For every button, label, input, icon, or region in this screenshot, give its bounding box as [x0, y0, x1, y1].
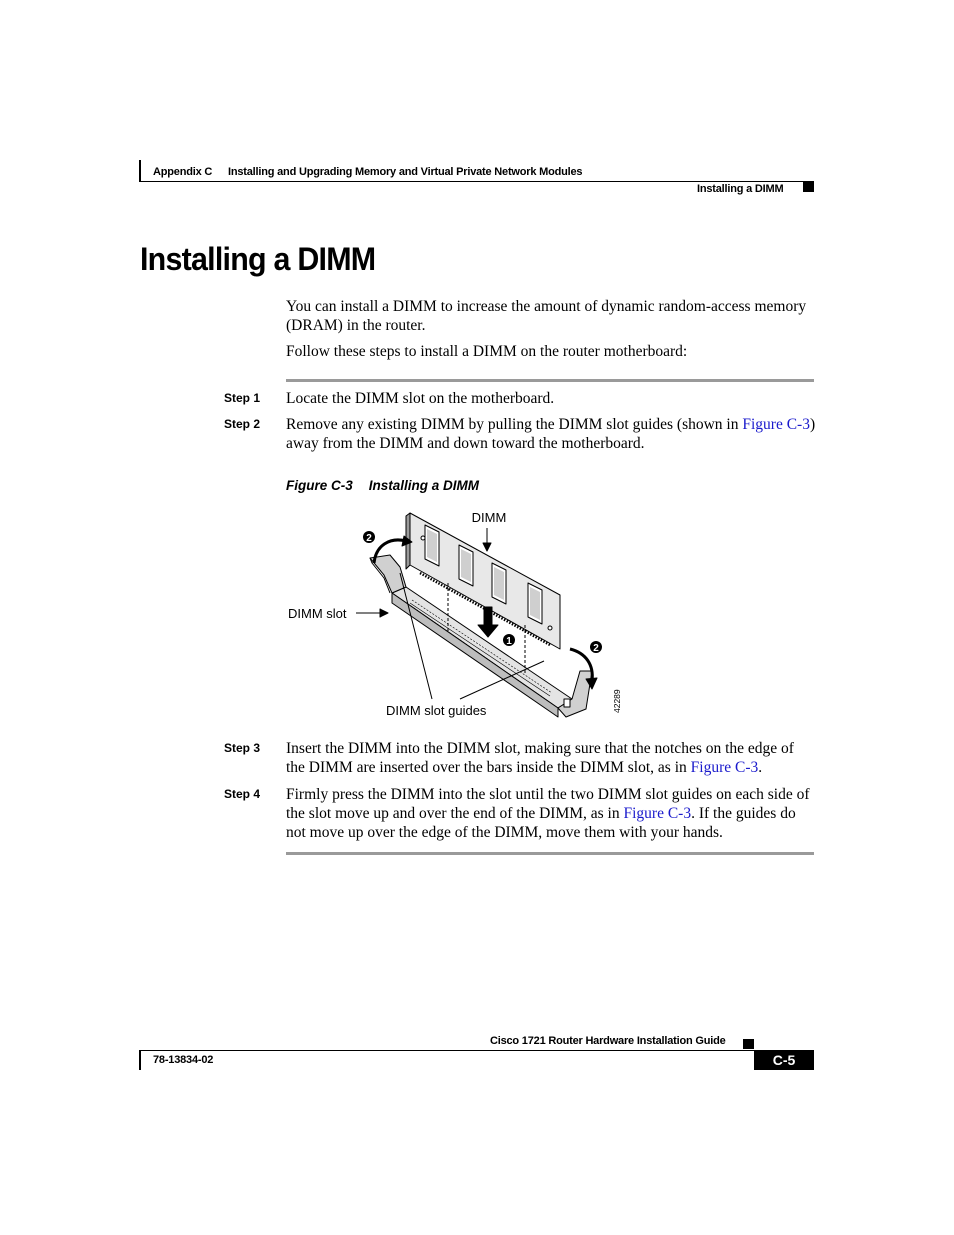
step-1-label: Step 1 — [224, 391, 261, 405]
figure-caption-text: Installing a DIMM — [368, 478, 480, 493]
header-square-marker — [803, 182, 814, 192]
label-dimm-slot: DIMM slot — [288, 606, 347, 621]
step-4-label: Step 4 — [224, 787, 261, 801]
callout-1: 1 — [506, 636, 512, 647]
footer-book-title: Cisco 1721 Router Hardware Installation Guide — [490, 1035, 726, 1047]
header-rule — [141, 181, 814, 182]
label-dimm: DIMM — [471, 510, 507, 525]
callout-2-right: 2 — [593, 643, 599, 654]
intro-paragraph-2: Follow these steps to install a DIMM on the router motherboard: — [286, 343, 688, 360]
figure-c3-link[interactable]: Figure C-3 — [742, 416, 810, 433]
intro-paragraph-1: You can install a DIMM to increase the amount of dynamic random-access memory (DRAM) in the router. — [286, 298, 807, 334]
procedure-top-rule — [286, 379, 814, 382]
footer-square-marker — [743, 1039, 754, 1049]
step-4-text-after: . If the guides do not move up over the edge of the DIMM, move them with your hands. — [286, 805, 796, 841]
figure-c3-link[interactable]: Figure C-3 — [623, 805, 692, 822]
footer-rule — [141, 1050, 814, 1051]
procedure-bottom-rule — [286, 852, 814, 855]
header-chapter-title: Installing and Upgrading Memory and Virtual Private Network Modules — [228, 166, 583, 178]
step-2-label: Step 2 — [224, 417, 261, 431]
figure-number: Figure C-3 — [286, 478, 353, 493]
step-2-text — [286, 415, 816, 453]
step-1-text: Locate the DIMM slot on the motherboard. — [286, 390, 555, 407]
step-4-text — [286, 785, 816, 842]
dimm-installation-figure — [280, 503, 640, 728]
callout-2-left: 2 — [366, 533, 372, 544]
figure-caption — [286, 478, 479, 493]
step-2-text-after: ) away from the DIMM and down toward the motherboard. — [286, 416, 816, 452]
page-title: Installing a DIMM — [140, 241, 376, 277]
step-3-text-before: Insert the DIMM into the DIMM slot, making sure that the notches on the edge of the DIMM are inserted over the bars inside the DIMM slot, as in — [286, 740, 794, 776]
figure-c3-link[interactable]: Figure C-3 — [690, 759, 759, 776]
footer-doc-number: 78-13834-02 — [153, 1054, 214, 1066]
step-2-text-before: Remove any existing DIMM by pulling the DIMM slot guides (shown in — [286, 416, 743, 433]
step-3-text-after: . — [758, 759, 763, 776]
header-section: Installing a DIMM — [697, 183, 784, 195]
step-3-text — [286, 739, 816, 777]
header-left-bar — [139, 160, 141, 182]
step-4-text-before: Firmly press the DIMM into the slot until the two DIMM slot guides on each side of the slot move up and over the end of the DIMM, as in — [286, 786, 810, 822]
page-number: C-5 — [754, 1051, 814, 1070]
step-3-label: Step 3 — [224, 741, 261, 755]
footer-left-bar — [139, 1050, 141, 1070]
label-dimm-slot-guides: DIMM slot guides — [386, 703, 487, 718]
header-chapter: Appendix C — [153, 166, 213, 178]
art-id: 42289 — [612, 689, 622, 713]
